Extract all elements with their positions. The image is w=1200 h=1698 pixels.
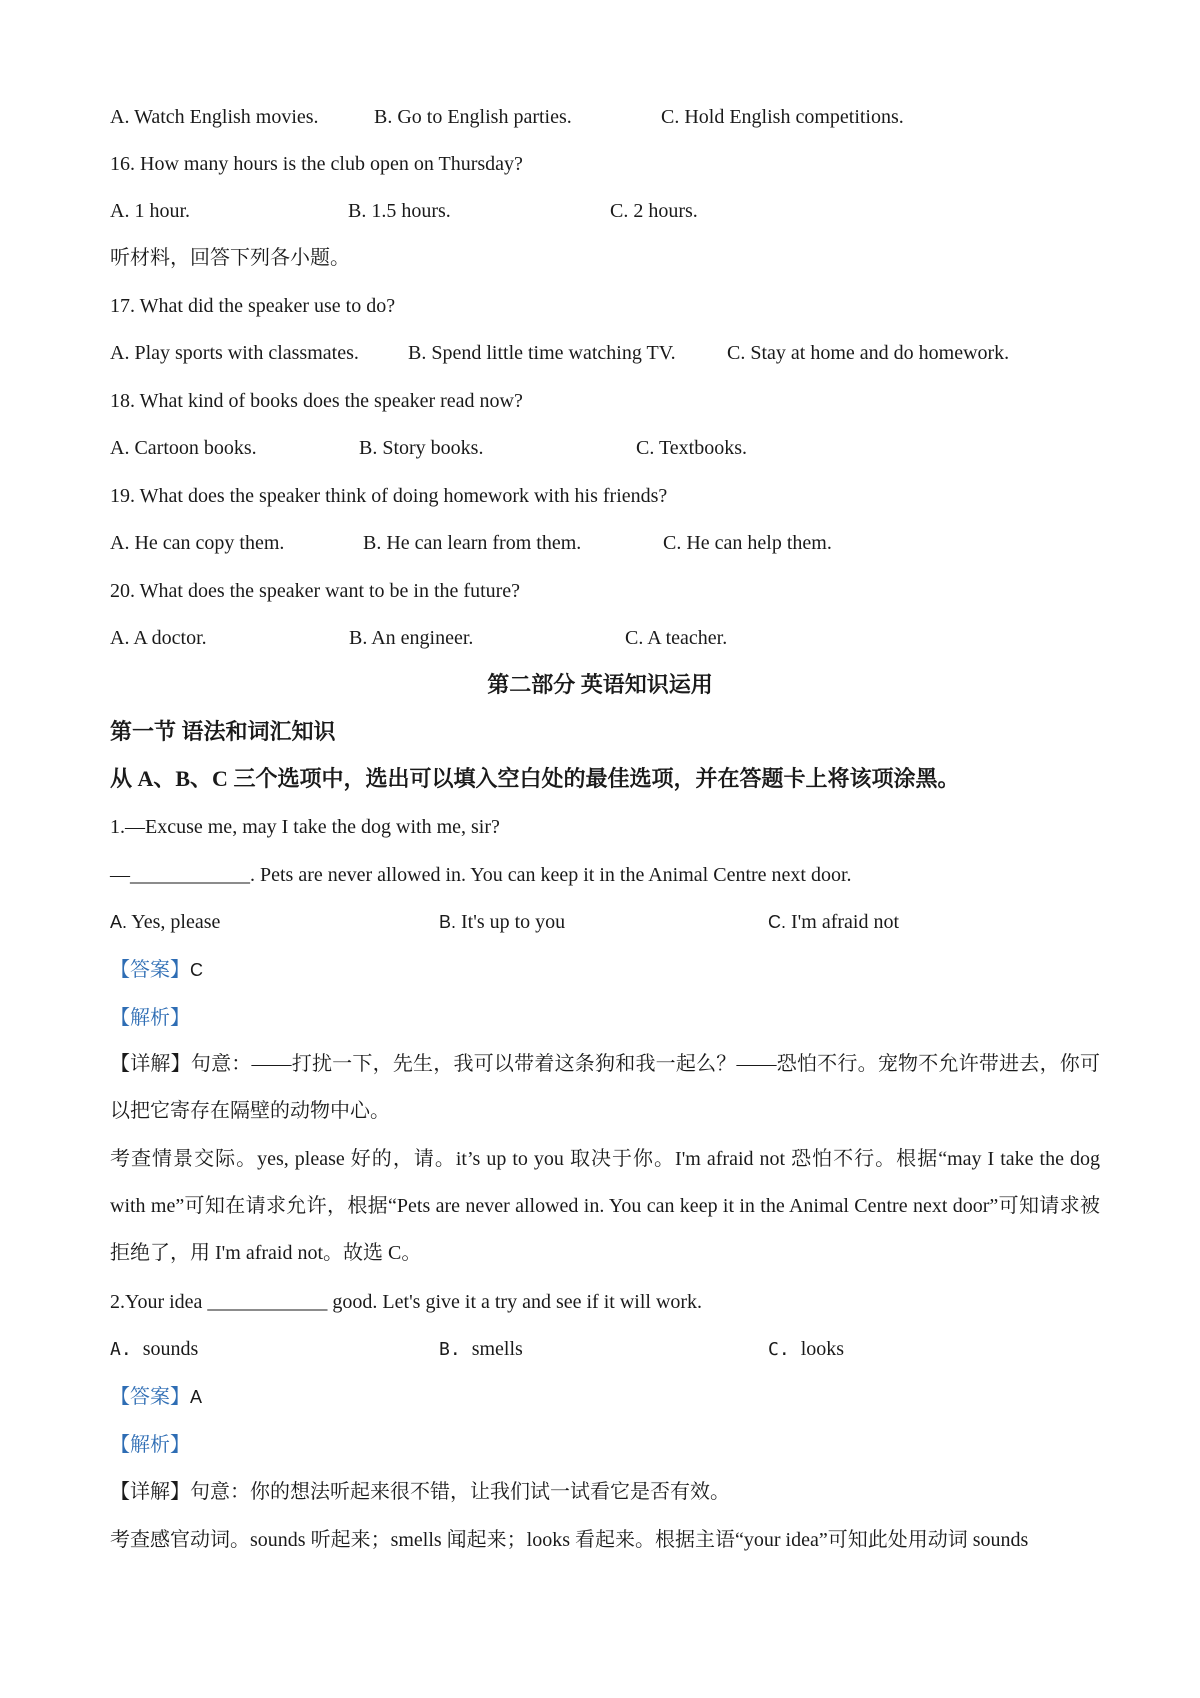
q19-option-b: B. He can learn from them. — [363, 532, 582, 554]
q16-question: 16. How many hours is the club open on Thursday? — [110, 153, 523, 175]
q2-option-a-text: sounds — [142, 1338, 199, 1360]
q2-option-c-text: looks — [800, 1338, 845, 1360]
q20-option-a: A. A doctor. — [110, 627, 207, 649]
q1-option-c-text: I'm afraid not — [791, 911, 900, 933]
q20-option-c: C. A teacher. — [625, 627, 728, 649]
q17-option-c: C. Stay at home and do homework. — [727, 342, 1010, 364]
q17-question: 17. What did the speaker use to do? — [110, 295, 396, 317]
q1-option-c — [768, 910, 899, 934]
q1-prompt-line1: 1.—Excuse me, may I take the dog with me, sir? — [110, 816, 500, 838]
q15-option-a: A. Watch English movies. — [110, 106, 319, 128]
q1-detail-label: 【详解】 — [110, 1053, 191, 1075]
q18-option-c: C. Textbooks. — [636, 437, 748, 459]
q2-option-a-letter: A. — [110, 1339, 132, 1360]
q19-option-c: C. He can help them. — [663, 532, 832, 554]
q2-option-b-letter: B. — [439, 1339, 461, 1360]
q16-option-c: C. 2 hours. — [610, 200, 698, 222]
q19-option-a: A. He can copy them. — [110, 532, 285, 554]
q2-option-b-text: smells — [471, 1338, 523, 1360]
q1-answer-label: 【答案】 — [110, 959, 190, 981]
section-instruction: 从 A、B、C 三个选项中，选出可以填入空白处的最佳选项，并在答题卡上将该项涂黑。 — [110, 766, 960, 791]
q2-answer-value: A — [190, 1387, 203, 1407]
q1-explanation: 考查情景交际。yes, please 好的，请。it’s up to you 取决于你。I'm afraid not 恐怕不行。根据“may I take the dog with me”可知在请求允许，根据“Pets are never allowed in. You can keep it in the Animal Centre next door”可知请求被拒绝了，用 I'm afraid not。故选 C。 — [110, 1148, 1100, 1264]
q2-option-a — [110, 1337, 198, 1362]
q20-question: 20. What does the speaker want to be in the future? — [110, 580, 521, 602]
q2-analysis-label: 【解析】 — [110, 1434, 190, 1456]
q19-question: 19. What does the speaker think of doing homework with his friends? — [110, 485, 668, 507]
listening-instruction: 听材料，回答下列各小题。 — [110, 247, 350, 269]
q2-answer — [110, 1385, 202, 1409]
section-title: 第一节 语法和词汇知识 — [110, 719, 336, 744]
q1-answer-value: C — [190, 960, 203, 980]
q1-answer — [110, 958, 203, 982]
q17-option-b: B. Spend little time watching TV. — [408, 342, 676, 364]
q2-detail-label: 【详解】 — [110, 1481, 190, 1503]
q2-option-c — [768, 1337, 844, 1362]
q16-option-a: A. 1 hour. — [110, 200, 190, 222]
q2-option-c-letter: C. — [768, 1339, 790, 1360]
q15-option-b: B. Go to English parties. — [374, 106, 572, 128]
q1-detail — [110, 1041, 1100, 1135]
q2-prompt: 2.Your idea ____________ good. Let's give it a try and see if it will work. — [110, 1291, 703, 1313]
q1-option-a-text: Yes, please — [131, 911, 221, 933]
q1-option-b-letter: B. — [439, 912, 457, 932]
q1-analysis-label: 【解析】 — [110, 1007, 190, 1029]
q2-answer-label: 【答案】 — [110, 1386, 190, 1408]
q15-option-c: C. Hold English competitions. — [661, 106, 904, 128]
q18-option-b: B. Story books. — [359, 437, 484, 459]
q1-option-a — [110, 910, 220, 934]
q1-option-b-text: It's up to you — [461, 911, 566, 933]
q1-option-b — [439, 910, 565, 934]
q1-detail-text: 句意：——打扰一下，先生，我可以带着这条狗和我一起么？——恐怕不行。宠物不允许带进去，你可以把它寄存在隔壁的动物中心。 — [110, 1053, 1101, 1122]
q2-explanation: 考查感官动词。sounds 听起来；smells 闻起来；looks 看起来。根据主语“your idea”可知此处用动词 sounds — [110, 1529, 1029, 1551]
q1-prompt-line2: —____________. Pets are never allowed in. You can keep it in the Animal Centre next door. — [110, 864, 852, 886]
q1-option-c-letter: C. — [768, 912, 786, 932]
q2-detail — [110, 1480, 730, 1504]
part-title: 第二部分 英语知识运用 — [487, 672, 713, 697]
q18-option-a: A. Cartoon books. — [110, 437, 257, 459]
q20-option-b: B. An engineer. — [349, 627, 474, 649]
q18-question: 18. What kind of books does the speaker read now? — [110, 390, 523, 412]
q2-option-b — [439, 1337, 523, 1362]
q2-detail-text: 句意：你的想法听起来很不错，让我们试一试看它是否有效。 — [190, 1481, 730, 1503]
q17-option-a: A. Play sports with classmates. — [110, 342, 359, 364]
q1-option-a-letter: A. — [110, 912, 128, 932]
q16-option-b: B. 1.5 hours. — [348, 200, 451, 222]
